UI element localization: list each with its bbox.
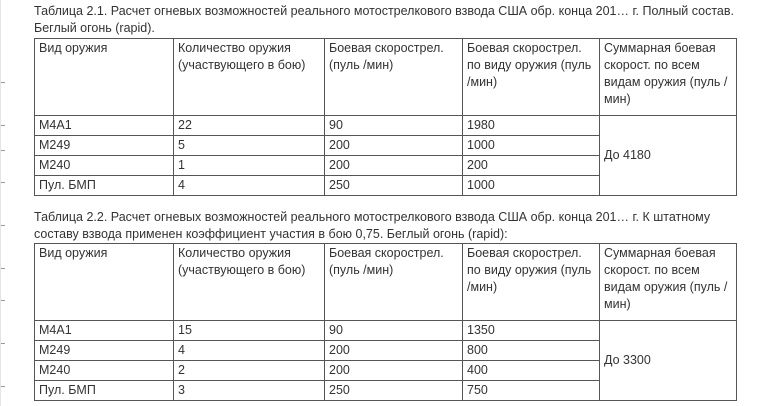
cell-rate: 200 — [325, 341, 463, 361]
header-fire-rate: Боевая скорострел. (пуль /мин) — [325, 39, 463, 116]
cell-weapon: M240 — [35, 156, 174, 176]
header-fire-rate-by-type: Боевая скорострел. по виду оружия (пуль /мин) — [463, 39, 600, 116]
header-weapon-type: Вид оружия — [35, 39, 174, 116]
cell-count: 3 — [174, 381, 325, 401]
header-weapon-count: Количество оружия (участвующего в бою) — [174, 244, 325, 321]
header-total-fire-rate: Суммарная боевая скорост. по всем видам оружия (пуль /мин) — [600, 39, 737, 116]
margin-tick — [1, 268, 5, 269]
header-weapon-count: Количество оружия (участвующего в бою) — [174, 39, 325, 116]
cell-rate-by-type: 400 — [463, 361, 600, 381]
cell-count: 15 — [174, 321, 325, 341]
table-2-header-row — [35, 244, 737, 321]
cell-weapon: M249 — [35, 136, 174, 156]
cell-weapon: Пул. БМП — [35, 381, 174, 401]
cell-rate-by-type: 1000 — [463, 136, 600, 156]
cell-count: 4 — [174, 341, 325, 361]
cell-weapon: M4A1 — [35, 321, 174, 341]
margin-tick — [1, 386, 5, 387]
cell-rate: 250 — [325, 381, 463, 401]
cell-weapon: M240 — [35, 361, 174, 381]
cell-total: До 3300 — [600, 321, 737, 401]
cell-count: 22 — [174, 116, 325, 136]
cell-count: 1 — [174, 156, 325, 176]
cell-rate: 90 — [325, 116, 463, 136]
header-total-fire-rate: Суммарная боевая скорост. по всем видам оружия (пуль /мин) — [600, 244, 737, 321]
header-weapon-type: Вид оружия — [35, 244, 174, 321]
margin-tick — [1, 125, 5, 126]
cell-total: До 4180 — [600, 116, 737, 196]
margin-tick — [1, 343, 5, 344]
cell-rate-by-type: 1350 — [463, 321, 600, 341]
cell-rate-by-type: 800 — [463, 341, 600, 361]
table-1-header-row — [35, 39, 737, 116]
table-1 — [34, 38, 737, 196]
cell-count: 2 — [174, 361, 325, 381]
table-row — [35, 116, 737, 136]
cell-rate-by-type: 750 — [463, 381, 600, 401]
table-row — [35, 321, 737, 341]
cell-rate-by-type: 200 — [463, 156, 600, 176]
margin-tick — [1, 82, 5, 83]
cell-rate: 200 — [325, 156, 463, 176]
table-1-caption: Таблица 2.1. Расчет огневых возможностей реального мотострелкового взвода США обр. конца 201… г. Полный состав. Беглый огонь (rapid). — [34, 4, 734, 35]
table-2 — [34, 243, 737, 401]
page-left-border — [0, 0, 1, 406]
cell-rate-by-type: 1980 — [463, 116, 600, 136]
cell-rate-by-type: 1000 — [463, 176, 600, 196]
margin-tick — [1, 300, 5, 301]
cell-rate: 90 — [325, 321, 463, 341]
cell-weapon: M249 — [35, 341, 174, 361]
cell-count: 4 — [174, 176, 325, 196]
cell-rate: 200 — [325, 136, 463, 156]
header-fire-rate: Боевая скорострел. (пуль /мин) — [325, 244, 463, 321]
margin-tick — [1, 225, 5, 226]
margin-tick — [1, 150, 5, 151]
cell-rate: 200 — [325, 361, 463, 381]
cell-weapon: M4A1 — [35, 116, 174, 136]
cell-count: 5 — [174, 136, 325, 156]
header-fire-rate-by-type: Боевая скорострел. по виду оружия (пуль /мин) — [463, 244, 600, 321]
margin-tick — [1, 182, 5, 183]
cell-weapon: Пул. БМП — [35, 176, 174, 196]
cell-rate: 250 — [325, 176, 463, 196]
table-2-caption: Таблица 2.2. Расчет огневых возможностей реального мотострелкового взвода США обр. конца 201… г. К штатному составу взвода применен коэффициент участия в бою 0,75. Беглый огонь (rapid): — [34, 210, 711, 241]
